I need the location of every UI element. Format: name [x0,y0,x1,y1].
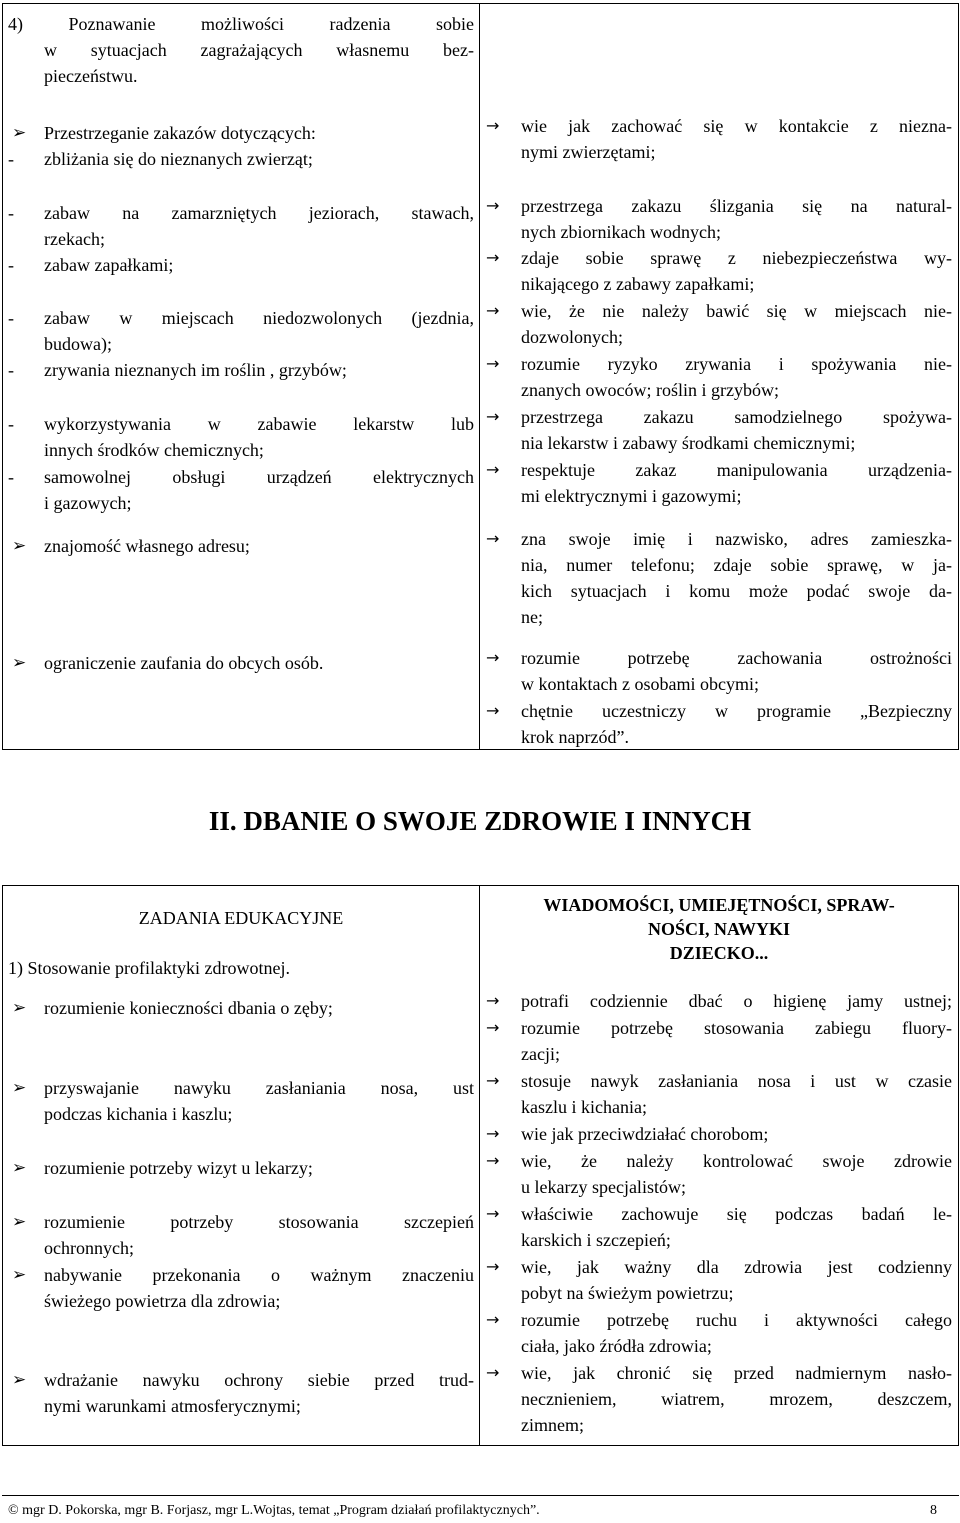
chevron-triangle-icon: ➢ [12,1265,27,1285]
list-item: rozumienie potrzeby stosowania szczepień [44,1212,474,1232]
list-item: samowolnej obsługi urządzeń elektrycznych [44,467,474,487]
list-item: rozumie potrzebę stosowania zabiegu fluory- [521,1018,952,1038]
list-item: u lekarzy specjalistów; [521,1177,686,1197]
list-item: nabywanie przekonania o ważnym znaczeniu [44,1265,474,1285]
list-item: przyswajanie nawyku zasłaniania nosa, ust [44,1078,474,1098]
list-item: rozumienie konieczności dbania o zęby; [44,998,333,1018]
right-arrow-icon: → [486,991,500,1010]
list-item: chętnie uczestniczy w programie „Bezpieczny [521,701,952,721]
table1-bottom-border [2,749,959,750]
list-item: podczas kichania i kaszlu; [44,1104,233,1124]
list-item: nia, numer telefonu; zdaje sobie sprawę, w ja- [521,555,952,575]
list-item: ciała, jako źródła zdrowia; [521,1336,712,1356]
list-item: Przestrzeganie zakazów dotyczących: [44,123,316,143]
list-item: wie, że nie należy bawić się w miejscach nie- [521,301,952,321]
list-item: zna swoje imię i nazwisko, adres zamieszka- [521,529,952,549]
table2-bottom-border [2,1445,959,1446]
right-arrow-icon: → [486,1071,500,1090]
chevron-triangle-icon: ➢ [12,653,27,673]
right-arrow-icon: → [486,248,500,267]
footer-credits: © mgr D. Pokorska, mgr B. Forjasz, mgr L.Wojtas, temat „Program działań profilaktycznych”. [8,1503,540,1518]
right-arrow-icon: → [486,1363,500,1382]
list-item: nych zbiornikach wodnych; [521,222,721,242]
list-item: mi elektrycznymi i gazowymi; [521,486,742,506]
right-arrow-icon: → [486,701,500,720]
dash-marker: - [8,255,14,275]
right-arrow-icon: → [486,301,500,320]
list-item: ochronnych; [44,1238,134,1258]
list-item: wdrażanie nawyku ochrony siebie przed trud- [44,1370,474,1390]
list-item: kaszlu i kichania; [521,1097,647,1117]
right-arrow-icon: → [486,116,500,135]
dash-marker: - [8,149,14,169]
list-item: znajomość własnego adresu; [44,536,250,556]
list-item: krok naprzód”. [521,727,629,747]
column-header: WIADOMOŚCI, UMIEJĘTNOŚCI, SPRAW- [543,895,895,915]
dash-marker: - [8,414,14,434]
footer-rule [2,1495,959,1496]
list-item: stosuje nawyk zasłaniania nosa i ust w czasie [521,1071,952,1091]
chevron-triangle-icon: ➢ [12,1078,27,1098]
right-arrow-icon: → [486,1018,500,1037]
list-item: respektuje zakaz manipulowania urządzenia- [521,460,952,480]
list-item: zbliżania się do nieznanych zwierząt; [44,149,313,169]
list-item: budowa); [44,334,112,354]
list-item: potrafi codziennie dbać o higienę jamy ustnej; [521,991,952,1011]
list-item: zdaje sobie sprawę z niebezpieczeństwa wy- [521,248,952,268]
list-item: świeżego powietrza dla zdrowia; [44,1291,281,1311]
dash-marker: - [8,203,14,223]
column-header: ZADANIA EDUKACYJNE [138,908,344,928]
chevron-triangle-icon: ➢ [12,123,27,143]
chevron-triangle-icon: ➢ [12,536,27,556]
section-heading-line: pieczeństwu. [44,66,138,86]
table1-top-border [2,3,959,4]
right-arrow-icon: → [486,1204,500,1223]
list-item: dozwolonych; [521,327,623,347]
list-item: kich sytuacjach i komu może podać swoje da- [521,581,952,601]
list-item: przestrzega zakazu ślizgania się na natural- [521,196,952,216]
chevron-triangle-icon: ➢ [12,998,27,1018]
list-item: wykorzystywania w zabawie lekarstw lub [44,414,474,434]
list-item: właściwie zachowuje się podczas badań le- [521,1204,952,1224]
list-item: nymi zwierzętami; [521,142,656,162]
dash-marker: - [8,308,14,328]
right-arrow-icon: → [486,648,500,667]
list-item: zabaw w miejscach niedozwolonych (jezdnia, [44,308,474,328]
section-heading-line: 4) Poznawanie możliwości radzenia sobie [8,14,474,34]
list-item: karskich i szczepień; [521,1230,671,1250]
list-item: znanych owoców; roślin i grzybów; [521,380,779,400]
chevron-triangle-icon: ➢ [12,1158,27,1178]
right-arrow-icon: → [486,354,500,373]
list-item: zimnem; [521,1415,584,1435]
table1-mid-border [479,3,480,750]
list-item: ne; [521,607,543,627]
list-item: i gazowych; [44,493,132,513]
list-item: w kontaktach z osobami obcymi; [521,674,759,694]
list-item: zrywania nieznanych im roślin , grzybów; [44,360,347,380]
list-item: nikającego z zabawy zapałkami; [521,274,755,294]
section-title: II. DBANIE O SWOJE ZDROWIE I INNYCH [208,806,752,836]
list-item: zabaw na zamarzniętych jeziorach, stawach, [44,203,474,223]
table2-right-border [958,885,959,1446]
right-arrow-icon: → [486,196,500,215]
list-item: wie, że należy kontrolować swoje zdrowie [521,1151,952,1171]
list-item: innych środków chemicznych; [44,440,264,460]
list-item: przestrzega zakazu samodzielnego spożywa- [521,407,952,427]
list-item: rozumienie potrzeby wizyt u lekarzy; [44,1158,313,1178]
right-arrow-icon: → [486,407,500,426]
right-arrow-icon: → [486,460,500,479]
list-item: nymi warunkami atmosferycznymi; [44,1396,301,1416]
column-header: NOŚCI, NAWYKI [647,919,791,939]
table2-left-border [2,885,3,1446]
right-arrow-icon: → [486,1310,500,1329]
list-item: pobyt na świeżym powietrzu; [521,1283,734,1303]
chevron-triangle-icon: ➢ [12,1212,27,1232]
list-item: rzekach; [44,229,105,249]
dash-marker: - [8,360,14,380]
list-item: rozumie ryzyko zrywania i spożywania nie- [521,354,952,374]
list-item: zabaw zapałkami; [44,255,174,275]
table2-mid-border [479,885,480,1446]
right-arrow-icon: → [486,1151,500,1170]
list-item: rozumie potrzebę ruchu i aktywności całego [521,1310,952,1330]
right-arrow-icon: → [486,1124,500,1143]
list-item: necznieniem, wiatrem, mrozem, deszczem, [521,1389,952,1409]
column-header: DZIECKO... [669,943,769,963]
dash-marker: - [8,467,14,487]
list-item: wie jak przeciwdziałać chorobom; [521,1124,769,1144]
subsection-heading: 1) Stosowanie profilaktyki zdrowotnej. [8,958,290,978]
list-item: wie jak zachować się w kontakcie z niezna- [521,116,952,136]
section-heading-line: w sytuacjach zagrażających własnemu bez- [44,40,474,60]
list-item: wie, jak ważny dla zdrowia jest codzienny [521,1257,952,1277]
right-arrow-icon: → [486,529,500,548]
table2-top-border [2,885,959,886]
list-item: ograniczenie zaufania do obcych osób. [44,653,324,673]
list-item: wie, jak chronić się przed nadmiernym nasło- [521,1363,952,1383]
list-item: nia lekarstw i zabawy środkami chemicznymi; [521,433,856,453]
page-number: 8 [930,1503,937,1518]
list-item: rozumie potrzebę zachowania ostrożności [521,648,952,668]
chevron-triangle-icon: ➢ [12,1370,27,1390]
table1-left-border [2,3,3,750]
right-arrow-icon: → [486,1257,500,1276]
list-item: zacji; [521,1044,560,1064]
table1-right-border [958,3,959,750]
